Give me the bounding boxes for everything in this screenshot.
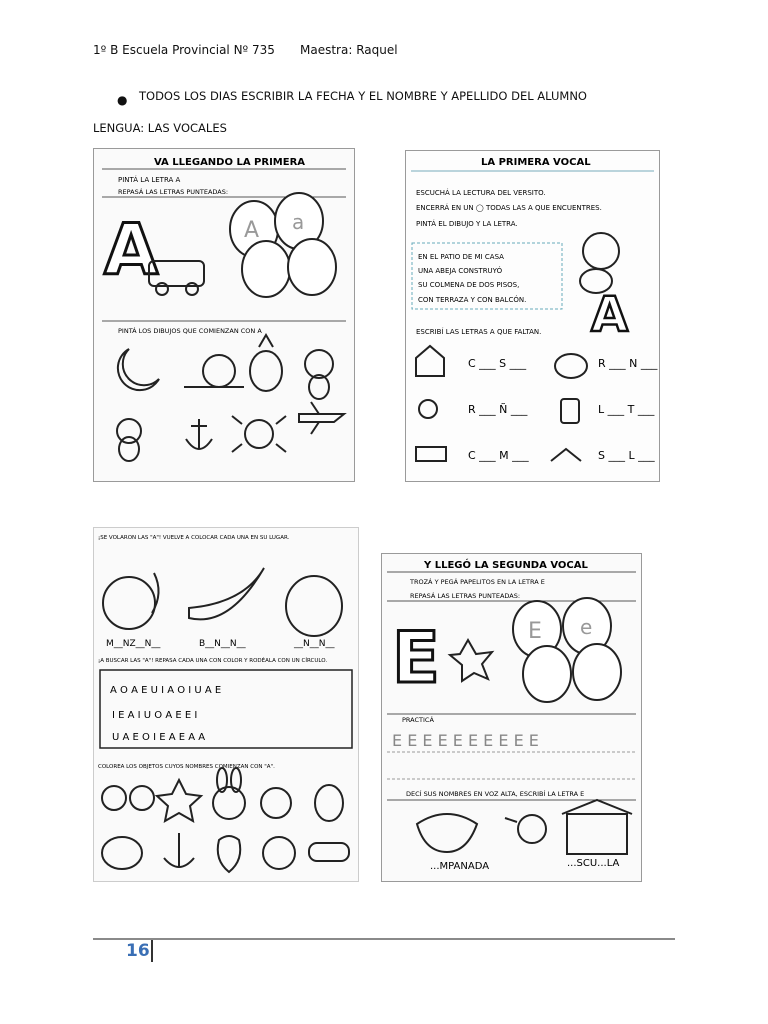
can-icon xyxy=(561,399,579,423)
ws2-w4: L ___ T ___ xyxy=(598,403,655,416)
bee-icon xyxy=(305,350,333,399)
ws4-i4: DECÍ SUS NOMBRES EN VOZ ALTA, ESCRIBÍ LA LETRA E xyxy=(406,790,585,798)
ws1-line2: REPASÁ LAS LETRAS PUNTEADAS: xyxy=(118,188,229,196)
apple-worm-icon xyxy=(103,573,159,629)
banana-icon xyxy=(189,568,264,619)
ws4-i1: TROZÁ Y PEGÁ PAPELITOS EN LA LETRA E xyxy=(410,578,545,586)
ws4-w2: ...SCU...LA xyxy=(567,858,620,869)
school-building-icon xyxy=(562,800,632,854)
page-number-bar xyxy=(151,940,153,962)
ws3-i1: ¡SE VOLARON LAS "A"! VUELVE A COLOCAR CADA UNA EN SU LUGAR. xyxy=(98,535,290,541)
glasses-icon xyxy=(102,786,154,810)
ws3-row2: I E A I U O A E E I xyxy=(112,710,198,721)
ws1-line3: PINTÁ LOS DIBUJOS QUE COMIENZAN CON A xyxy=(118,327,262,335)
ws2-i2: ENCERRÁ EN UN ◯ TODAS LAS A QUE ENCUENTRES. xyxy=(416,204,602,212)
bee-character-icon xyxy=(580,233,619,293)
ws3-row1: A O A E U I A O I U A E xyxy=(110,685,222,696)
ws2-w3: R ___ Ñ ___ xyxy=(468,403,528,416)
ws2-w5: C ___ M ___ xyxy=(468,449,529,462)
footer-divider xyxy=(93,938,675,940)
pineapple-small-icon xyxy=(315,785,343,821)
bed-icon xyxy=(416,447,446,461)
ws4-title: Y LLEGÓ LA SEGUNDA VOCAL xyxy=(424,560,588,571)
bird-icon xyxy=(505,815,546,843)
ws2-verse1: EN EL PATIO DE MI CASA xyxy=(418,253,504,261)
section-title: LENGUA: LAS VOCALES xyxy=(93,121,227,135)
house-icon xyxy=(416,346,444,376)
ws4-i3: PRACTICÁ xyxy=(402,716,434,724)
mountain-icon xyxy=(551,449,581,461)
header-teacher: Maestra: Raquel xyxy=(300,43,398,57)
frog-icon xyxy=(555,354,587,378)
page-number: 16 xyxy=(126,941,150,961)
starfish-icon xyxy=(450,640,492,681)
ws2-i1: ESCUCHÁ LA LECTURA DEL VERSITO. xyxy=(416,189,546,197)
pineapple-icon xyxy=(250,335,282,391)
ring-icon xyxy=(261,788,291,818)
header-school: 1º B Escuela Provincial Nº 735 xyxy=(93,43,275,57)
bullet-icon: ● xyxy=(117,93,128,107)
ws3-i3: COLOREA LOS OBJETOS CUYOS NOMBRES COMIENZAN CON "A". xyxy=(98,764,275,770)
bee-small-icon xyxy=(102,837,142,869)
eggs-nest-icon xyxy=(513,598,621,702)
ws2-title: LA PRIMERA VOCAL xyxy=(481,157,591,168)
ws2-i3: PINTÁ EL DIBUJO Y LA LETRA. xyxy=(416,220,518,228)
bear-icon xyxy=(263,837,295,869)
ws2-verse4: CON TERRAZA Y CON BALCÓN. xyxy=(418,296,527,304)
star-icon xyxy=(157,780,201,821)
ws1-title: VA LLEGANDO LA PRIMERA xyxy=(154,157,306,168)
ws4-big-letter: E xyxy=(392,617,440,699)
toy-plane-icon xyxy=(309,843,349,861)
ws4-w1: ...MPANADA xyxy=(430,861,490,872)
ws4-practice: E E E E E E E E E E xyxy=(392,731,539,750)
dotted-letter-e: E xyxy=(528,619,542,644)
anchor-small-icon xyxy=(164,833,194,868)
anchor-icon xyxy=(186,419,212,449)
daily-instruction: TODOS LOS DIAS ESCRIBIR LA FECHA Y EL NOMBRE Y APELLIDO DEL ALUMNO xyxy=(139,89,587,103)
ws1-line1: PINTÁ LA LETRA A xyxy=(118,176,181,184)
ws3-w3: __N__N__ xyxy=(294,639,335,649)
ws2-w6: S ___ L ___ xyxy=(598,449,655,462)
ws2-verse2: UNA ABEJA CONSTRUYÓ xyxy=(418,267,503,275)
dotted-letter-a2: a xyxy=(292,210,305,234)
worksheet-buscar-las-a xyxy=(93,527,359,882)
strawberry-icon xyxy=(218,836,241,872)
moon-icon xyxy=(118,349,159,390)
rabbit-icon xyxy=(213,768,245,819)
mouse-icon xyxy=(117,419,141,461)
spider-icon xyxy=(232,416,286,452)
worksheet-first-vowel-a xyxy=(93,148,355,482)
eggs-nest-icon xyxy=(230,193,336,297)
ws2-w2: R ___ N ___ xyxy=(598,357,658,370)
ws1-big-letter: A xyxy=(104,209,159,291)
dotted-letter-a: A xyxy=(244,218,260,243)
ws2-w1: C ___ S ___ xyxy=(468,357,527,370)
ws3-row3: U A E O I E A E A A xyxy=(112,732,206,743)
ws3-i2: ¡A BUSCAR LAS "A"! REPASA CADA UNA CON COLOR Y RODÉALA CON UN CÍRCULO. xyxy=(98,658,328,664)
snail-icon xyxy=(184,355,244,387)
dotted-letter-e2: e xyxy=(580,615,593,639)
ws2-i4: ESCRIBÍ LAS LETRAS A QUE FALTAN. xyxy=(416,328,542,336)
empanada-icon xyxy=(417,814,477,852)
ws3-w2: B__N__N__ xyxy=(199,639,246,649)
airplane-icon xyxy=(299,402,344,434)
ws3-w1: M__NZ__N__ xyxy=(106,639,161,649)
worksheet-segunda-vocal-e xyxy=(381,553,642,882)
ws2-big-letter: A xyxy=(591,287,629,343)
worksheet-la-primera-vocal xyxy=(405,150,660,482)
pineapple-icon xyxy=(286,576,342,636)
ws2-verse3: SU COLMENA DE DOS PISOS, xyxy=(418,281,520,289)
ws4-i2: REPASÁ LAS LETRAS PUNTEADAS: xyxy=(410,592,521,600)
spider-small-icon xyxy=(419,400,437,418)
